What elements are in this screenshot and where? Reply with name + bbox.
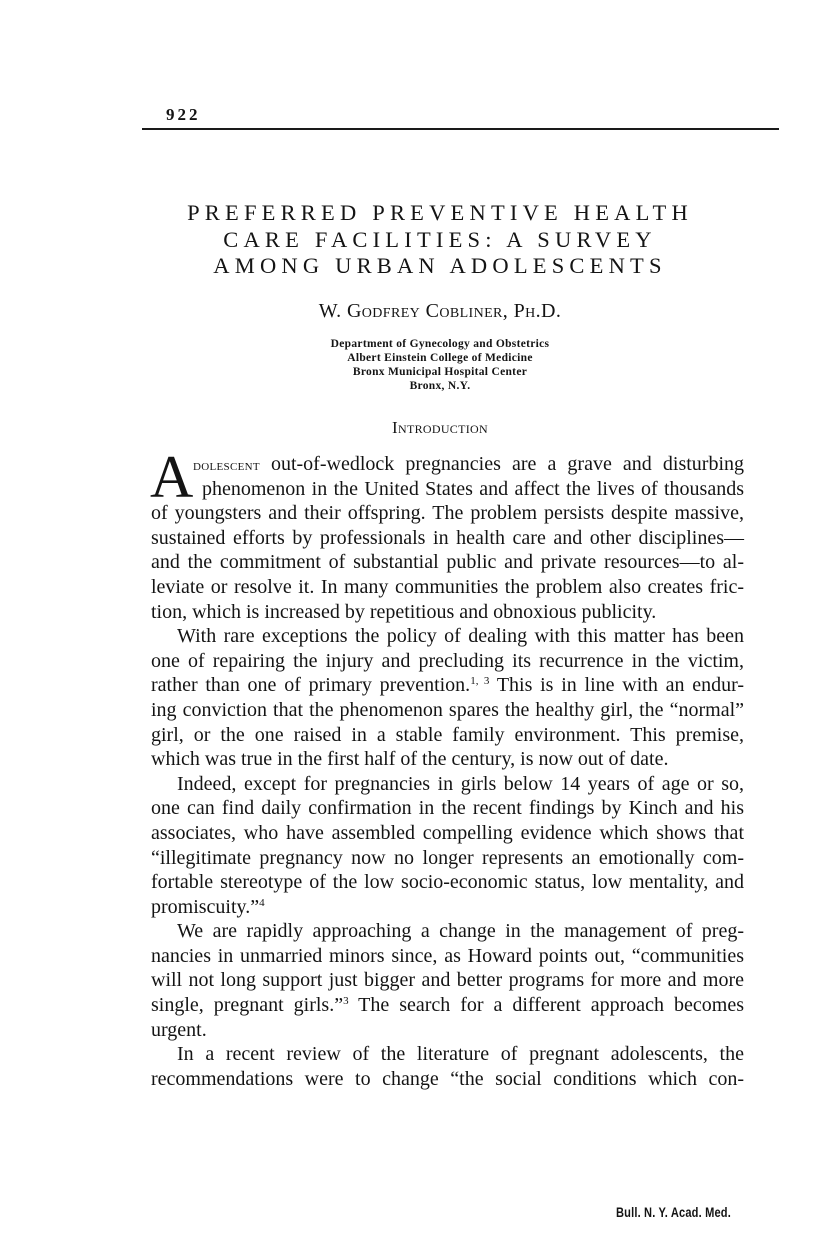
header-rule bbox=[142, 128, 779, 130]
text-line: leviate or resolve it. In many communities the problem also creates fric- bbox=[151, 575, 744, 598]
text-line: associates, who have assembled compelling evidence which shows that bbox=[151, 821, 744, 844]
text-line: ing conviction that the phenomenon spares the healthy girl, the “normal” bbox=[151, 698, 744, 721]
text-line: nancies in unmarried minors since, as Howard points out, “communities bbox=[151, 944, 744, 967]
page-number: 922 bbox=[166, 105, 201, 124]
author-affiliation bbox=[150, 337, 730, 393]
text-line: sustained efforts by professionals in health care and other disciplines— bbox=[151, 526, 744, 549]
text-segment: out-of-wedlock pregnancies are a grave and disturbing bbox=[259, 453, 744, 475]
article-title bbox=[150, 200, 730, 280]
text-segment: This is in line with an endur- bbox=[489, 674, 744, 697]
section-heading-introduction: Introduction bbox=[392, 418, 488, 437]
paragraph-4 bbox=[151, 919, 744, 1042]
paragraph-3 bbox=[151, 772, 744, 920]
text-line: which was true in the first half of the century, is now out of date. bbox=[151, 748, 669, 771]
paragraph-2 bbox=[151, 624, 744, 772]
text-line: We are rapidly approaching a change in the management of preg- bbox=[177, 920, 744, 943]
text-line: one of repairing the injury and precluding its recurrence in the victim, bbox=[151, 649, 744, 672]
footnote-ref: 3 bbox=[343, 995, 349, 1008]
text-line: In a recent review of the literature of pregnant adolescents, the bbox=[177, 1043, 744, 1066]
paragraph-1 bbox=[150, 444, 744, 624]
title-line: AMONG URBAN ADOLESCENTS bbox=[213, 253, 667, 278]
drop-cap: A bbox=[150, 444, 194, 510]
affiliation-line: Bronx Municipal Hospital Center bbox=[352, 366, 528, 378]
text-line: “illegitimate pregnancy now no longer represents an emotionally com- bbox=[151, 846, 744, 869]
text-line: urgent. bbox=[151, 1018, 207, 1041]
title-line: PREFERRED PREVENTIVE HEALTH bbox=[187, 200, 693, 225]
text-line bbox=[151, 895, 744, 920]
affiliation-line: Department of Gynecology and Obstetrics bbox=[330, 338, 550, 350]
text-line: will not long support just bigger and better programs for more and more bbox=[151, 969, 744, 992]
text-line bbox=[151, 993, 744, 1018]
text-line: fortable stereotype of the low socio-economic status, low mentality, and bbox=[151, 871, 744, 894]
author-name: W. Godfrey Cobliner, Ph.D. bbox=[318, 300, 562, 322]
affiliation-line: Bronx, N.Y. bbox=[409, 380, 471, 392]
body-text bbox=[150, 444, 744, 1091]
text-line: recommendations were to change “the social conditions which con- bbox=[151, 1067, 744, 1090]
text-segment: single, pregnant girls.” bbox=[151, 994, 344, 1017]
affiliation-line: Albert Einstein College of Medicine bbox=[347, 352, 533, 364]
footnote-ref: 1, 3 bbox=[470, 675, 490, 688]
text-segment: rather than one of primary prevention. bbox=[151, 674, 471, 697]
text-line bbox=[151, 452, 744, 477]
footnote-ref: 4 bbox=[259, 896, 265, 909]
title-line: CARE FACILITIES: A SURVEY bbox=[223, 226, 657, 252]
text-line: of youngsters and their offspring. The problem persists despite massive, bbox=[151, 502, 744, 525]
text-line bbox=[151, 673, 744, 698]
text-line: Indeed, except for pregnancies in girls below 14 years of age or so, bbox=[177, 772, 744, 795]
text-line: girl, or the one raised in a stable family environment. This premise, bbox=[151, 723, 744, 746]
text-segment: The search for a different approach becomes bbox=[348, 994, 744, 1017]
text-line: With rare exceptions the policy of dealing with this matter has been bbox=[177, 625, 744, 648]
text-line: and the commitment of substantial public and private resources—to al- bbox=[151, 551, 744, 574]
paragraph-5 bbox=[151, 1042, 744, 1091]
text-line: tion, which is increased by repetitious and obnoxious publicity. bbox=[151, 600, 657, 623]
text-line: one can find daily confirmation in the recent findings by Kinch and his bbox=[151, 797, 744, 820]
journal-footer: Bull. N. Y. Acad. Med. bbox=[616, 1205, 731, 1220]
text-segment: promiscuity.” bbox=[151, 895, 260, 918]
first-word-smallcaps: dolescent bbox=[193, 458, 260, 474]
text-line: phenomenon in the United States and affect the lives of thousands bbox=[202, 477, 744, 500]
